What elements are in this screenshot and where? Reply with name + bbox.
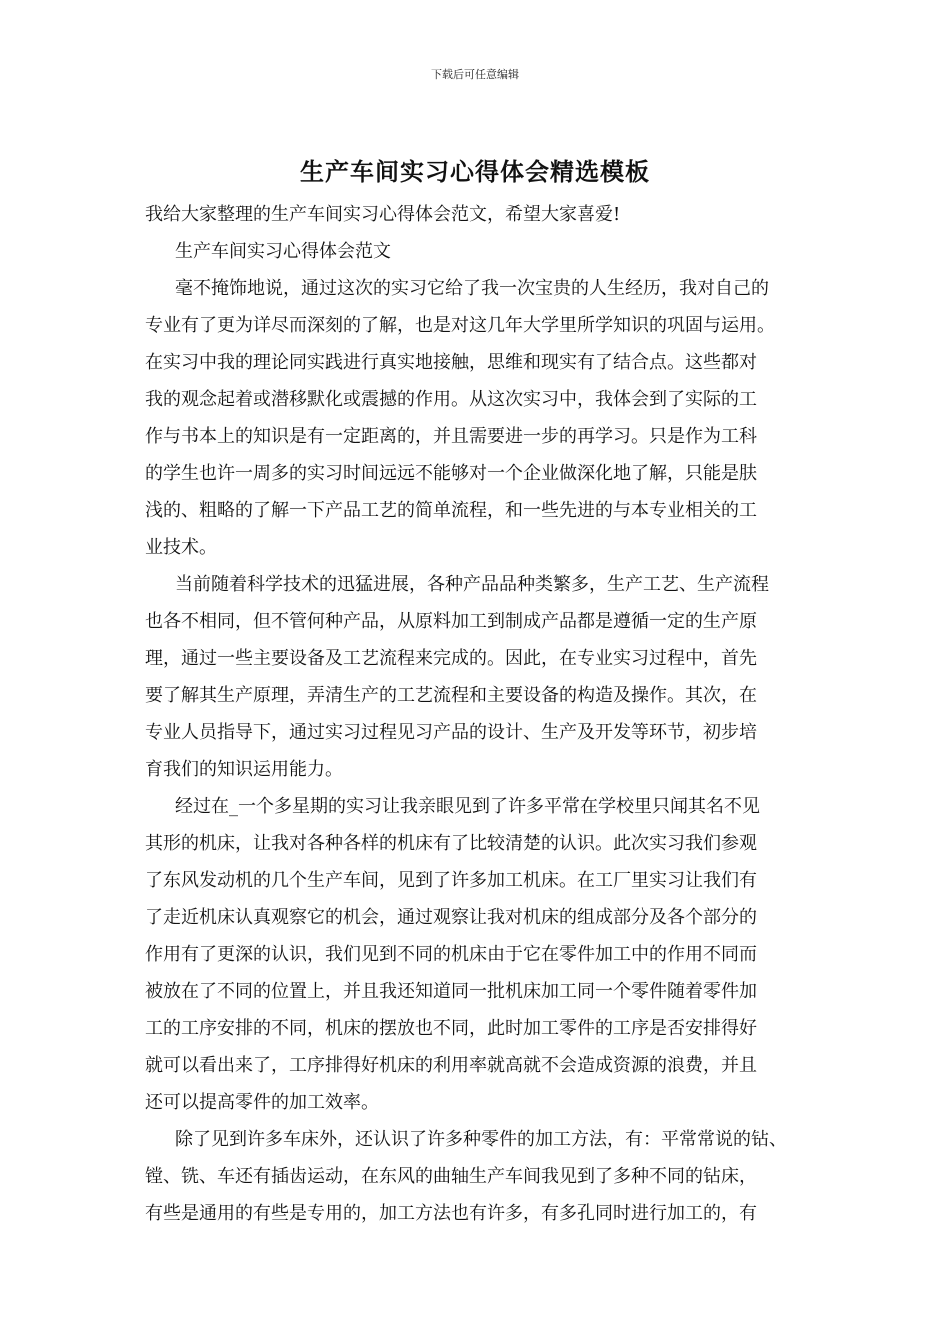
text-line: 浅的、粗略的了解一下产品工艺的简单流程，和一些先进的与本专业相关的工 (145, 500, 757, 521)
text-line: 工的工序安排的不同，机床的摆放也不同，此时加工零件的工序是否安排得好 (145, 1018, 757, 1039)
document-body (145, 196, 835, 1232)
text-line: 作用有了更深的认识，我们见到不同的机床由于它在零件加工中的作用不同而 (145, 944, 757, 965)
text-line: 理，通过一些主要设备及工艺流程来完成的。因此，在专业实习过程中，首先 (145, 648, 757, 669)
text-line: 的学生也许一周多的实习时间远远不能够对一个企业做深化地了解，只能是肤 (145, 463, 757, 484)
text-line: 经过在_一个多星期的实习让我亲眼见到了许多平常在学校里只闻其名不见 (175, 796, 760, 817)
text-line: 有些是通用的有些是专用的，加工方法也有许多，有多孔同时进行加工的，有 (145, 1203, 757, 1224)
text-line: 业技术。 (145, 537, 217, 558)
text-line: 就可以看出来了，工序排得好机床的利用率就高就不会造成资源的浪费，并且 (145, 1055, 757, 1076)
text-line: 我给大家整理的生产车间实习心得体会范文，希望大家喜爱! (145, 204, 621, 225)
text-line: 了走近机床认真观察它的机会，通过观察让我对机床的组成部分及各个部分的 (145, 907, 757, 928)
text-line: 也各不相同，但不管何种产品，从原料加工到制成产品都是遵循一定的生产原 (145, 611, 757, 632)
text-line: 还可以提高零件的加工效率。 (145, 1092, 379, 1113)
text-line: 镗、铣、车还有插齿运动，在东风的曲轴生产车间我见到了多种不同的钻床， (145, 1166, 757, 1187)
text-line: 当前随着科学技术的迅猛进展，各种产品品种类繁多，生产工艺、生产流程 (175, 574, 769, 595)
text-line: 专业有了更为详尽而深刻的了解，也是对这几年大学里所学知识的巩固与运用。 (145, 315, 775, 336)
text-line: 育我们的知识运用能力。 (145, 759, 343, 780)
text-line: 专业人员指导下，通过实习过程见习产品的设计、生产及开发等环节，初步培 (145, 722, 757, 743)
document-title: 生产车间实习心得体会精选模板 (300, 158, 650, 186)
text-line: 其形的机床，让我对各种各样的机床有了比较清楚的认识。此次实习我们参观 (145, 833, 757, 854)
text-line: 生产车间实习心得体会范文 (175, 241, 391, 262)
text-line: 在实习中我的理论同实践进行真实地接触，思维和现实有了结合点。这些都对 (145, 352, 757, 373)
text-line: 毫不掩饰地说，通过这次的实习它给了我一次宝贵的人生经历，我对自己的 (175, 278, 769, 299)
text-line: 要了解其生产原理，弄清生产的工艺流程和主要设备的构造及操作。其次，在 (145, 685, 757, 706)
text-line: 被放在了不同的位置上，并且我还知道同一批机床加工同一个零件随着零件加 (145, 981, 757, 1002)
text-line: 作与书本上的知识是有一定距离的，并且需要进一步的再学习。只是作为工科 (145, 426, 757, 447)
text-line: 除了见到许多车床外，还认识了许多种零件的加工方法，有：平常常说的钻、 (175, 1129, 787, 1150)
header-note: 下载后可任意编辑 (431, 68, 519, 81)
text-line: 了东风发动机的几个生产车间，见到了许多加工机床。在工厂里实习让我们有 (145, 870, 757, 891)
text-line: 我的观念起着或潜移默化或震撼的作用。从这次实习中，我体会到了实际的工 (145, 389, 757, 410)
